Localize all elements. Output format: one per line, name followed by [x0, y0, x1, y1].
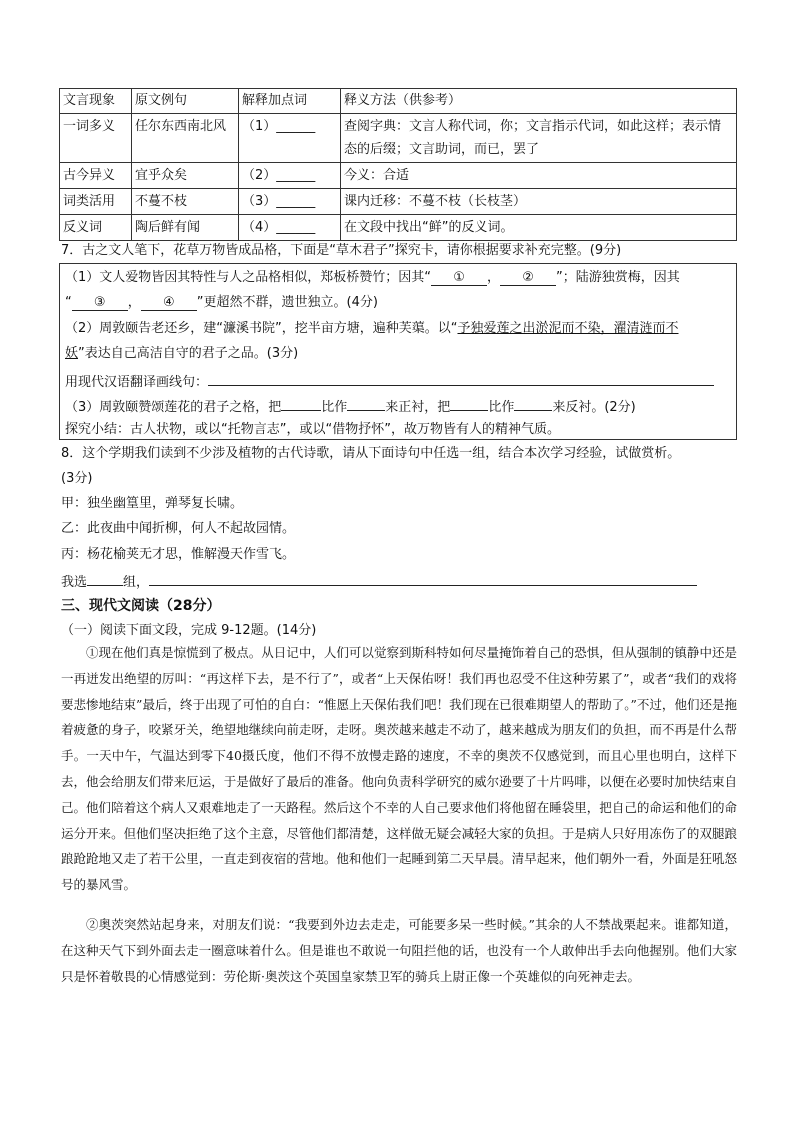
group-choice-blank[interactable] [87, 570, 123, 586]
table-row [60, 114, 737, 163]
question-8-score: (3分) [61, 471, 93, 486]
question-8-stem: 8．这个学期我们读到不少涉及植物的古代诗歌，请从下面诗句中任选一组，结合本次学习经验，试做赏析。 [61, 446, 681, 461]
appreciation-blank[interactable] [149, 570, 697, 586]
table-cell: 陶后鲜有闻 [132, 215, 239, 241]
table-cell: 词类活用 [60, 189, 132, 215]
table-row [60, 215, 737, 241]
blank-5[interactable] [281, 395, 321, 411]
table-cell: 反义词 [60, 215, 132, 241]
answer-blank[interactable]: （1）______ [239, 114, 341, 163]
card-line-2: “ ③ ， ④ ”更超然不群，遗世独立。(4分) [65, 295, 378, 310]
underlined-sentence: 予独爱莲之出淤泥而不染，濯清涟而不 [457, 321, 679, 336]
table-header: 原文例句 [132, 89, 239, 114]
blank-3[interactable]: ③ [72, 295, 128, 311]
blank-6[interactable] [347, 395, 385, 411]
blank-1[interactable]: ① [431, 270, 487, 286]
classical-chinese-table [59, 88, 737, 241]
table-header: 释义方法（供参考） [341, 89, 737, 114]
blank-8[interactable] [514, 395, 552, 411]
passage-paragraph-2: ②奥茨突然站起身来，对朋友们说：“我要到外边去走走，可能要多呆一些时候。”其余的人不禁战栗起来。谁都知道，在这种天气下到外面去走一圈意味着什么。但是谁也不敢说一句阻拦他的话，也没有一个人敢伸出手去向他握别。他们大家只是怀着敬畏的心情感觉到：劳伦斯·奥茨这个英国皇家禁卫军的骑兵上尉正像一个英雄似的向死神走去。 [61, 917, 737, 984]
table-cell: 不蔓不枝 [132, 189, 239, 215]
table-cell: 课内迁移：不蔓不枝（长枝茎） [341, 189, 737, 215]
blank-7[interactable] [450, 395, 488, 411]
card-line-3: （2）周敦颐告老还乡，建“濂溪书院”，挖半亩方塘，遍种芙蕖。以“予独爱莲之出淤泥而不染，濯清涟而不 [65, 321, 679, 336]
blank-2[interactable]: ② [500, 270, 556, 286]
choose-line: 我选 组， [61, 570, 697, 593]
poem-option-a: 甲：独坐幽篁里，弹琴复长啸。 [61, 496, 244, 511]
table-cell: 宜乎众矣 [132, 163, 239, 189]
question-7-stem: 7．古之文人笔下，花草万物皆成品格，下面是“草木君子”探究卡，请你根据要求补充完整。(9分) [61, 243, 622, 258]
table-row [60, 163, 737, 189]
table-cell: 一词多义 [60, 114, 132, 163]
card-line-1: （1）文人爱物皆因其特性与人之品格相似，郑板桥赞竹；因其“ ① ， ② ”；陆游独赏梅，因其 [65, 270, 680, 285]
translation-blank[interactable] [208, 370, 714, 386]
table-cell: 任尔东西南北风 [132, 114, 239, 163]
table-header: 文言现象 [60, 89, 132, 114]
passage-paragraph-1: ①现在他们真是惊慌到了极点。从日记中，人们可以觉察到斯科特如何尽量掩饰着自己的恐惧，但从强制的镇静中还是一再迸发出绝望的厉叫：“再这样下去，是不行了”，或者“上天保佑呀！我们再也忍受不住这种劳累了”，或者“我们的戏将要悲惨地结束”最后，终于出现了可怕的自白：“惟愿上天保佑我们吧！我们现在已很难期望人的帮助了。”不过，他们还是拖着疲惫的身子，咬紧牙关，绝望地继续向前走呀，走呀。奥茨越来越走不动了，越来越成为朋友们的负担，而不再是什么帮手。一天中午，气温达到零下40摄氏度，他们不得不放慢走路的速度，不幸的奥茨不仅感觉到，而且心里也明白，这样下去，他会给朋友们带来厄运，于是做好了最后的准备。他向负责科学研究的威尔逊要了十片吗啡，以便在必要时加快结束自己。他们陪着这个病人又艰难地走了一天路程。然后这个不幸的人自己要求他们将他留在睡袋里，把自己的命运和他们的命运分开来。但他们坚决拒绝了这个主意，尽管他们都清楚，这样做无疑会减轻大家的负担。于是病人只好用冻伤了的双腿踉踉跄跄地又走了若干公里，一直走到夜宿的营地。他和他们一起睡到第二天早晨。清早起来，他们朝外一看，外面是狂吼怒号的暴风雪。 [61, 645, 737, 893]
card-summary: 探究小结：古人状物，或以“托物言志”，或以“借物抒怀”，故万物皆有人的精神气质。 [65, 422, 560, 437]
card-line-4: 妖”表达自己高洁自守的君子之品。(3分) [65, 346, 299, 361]
card-line-6: （3）周敦颐赞颂莲花的君子之格，把 比作 来正衬，把 比作 来反衬。(2分) [65, 395, 636, 418]
poem-option-b: 乙：此夜曲中闻折柳，何人不起故园情。 [61, 521, 296, 536]
table-row [60, 189, 737, 215]
section-3-title: 三、现代文阅读（28分） [61, 598, 221, 614]
answer-blank[interactable]: （3）______ [239, 189, 341, 215]
table-cell: 查阅字典：文言人称代词，你；文言指示代词，如此这样；表示情态的后缀；文言助词，而已，罢了 [341, 114, 737, 163]
answer-blank[interactable]: （4）______ [239, 215, 341, 241]
answer-blank[interactable]: （2）______ [239, 163, 341, 189]
poem-option-c: 丙：杨花榆荚无才思，惟解漫天作雪飞。 [61, 547, 296, 562]
table-header: 解释加点词 [239, 89, 341, 114]
table-header-row [60, 89, 737, 114]
section-3-subtitle: （一）阅读下面文段，完成 9-12题。(14分) [61, 623, 317, 638]
table-cell: 今义：合适 [341, 163, 737, 189]
inquiry-card [59, 263, 737, 440]
blank-4[interactable]: ④ [141, 295, 197, 311]
table-cell: 在文段中找出“鲜”的反义词。 [341, 215, 737, 241]
card-line-5: 用现代汉语翻译画线句： [65, 370, 714, 393]
table-cell: 古今异义 [60, 163, 132, 189]
